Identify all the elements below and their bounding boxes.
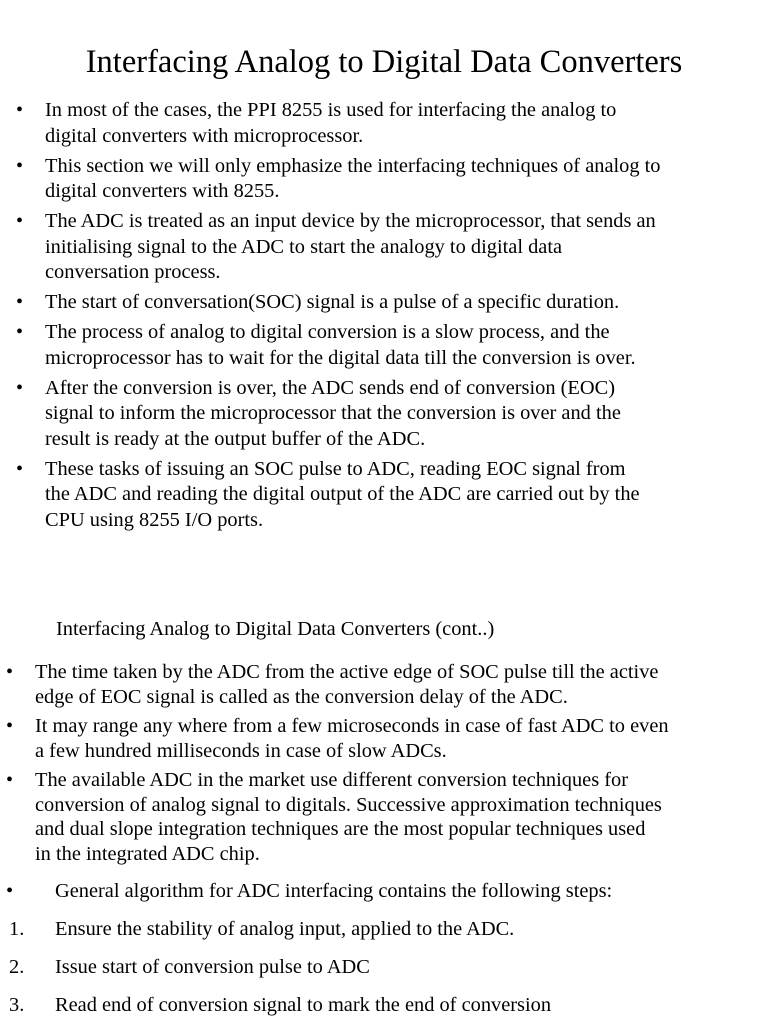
bullet-icon: • <box>16 321 24 343</box>
bullet-text-line: These tasks of issuing an SOC pulse to ADC, reading EOC signal from <box>45 457 626 480</box>
bullet-text-line: signal to inform the microprocessor that the conversion is over and the <box>45 402 621 424</box>
bullet-icon: • <box>6 715 14 737</box>
bullet-icon: • <box>16 154 24 177</box>
bullet-icon: • <box>16 99 24 121</box>
bullet-icon: • <box>16 210 24 232</box>
bullet-text-line: conversion of analog signal to digitals. Successive approximation techniques <box>35 793 662 816</box>
bullet-text-line: the ADC and reading the digital output of the ADC are carried out by the <box>45 483 640 505</box>
bullet-icon: • <box>6 661 14 683</box>
bullet-icon: • <box>16 291 24 313</box>
algorithm-steps-list <box>9 916 551 1030</box>
bullet-item <box>6 768 768 866</box>
bullet-text-line: digital converters with 8255. <box>45 180 280 202</box>
algorithm-intro-text: General algorithm for ADC interfacing contains the following steps: <box>55 880 613 902</box>
algorithm-step <box>9 916 551 954</box>
bullet-icon: • <box>16 376 24 399</box>
bullet-item <box>16 457 766 534</box>
bullet-icon: • <box>6 769 14 791</box>
step-text: Ensure the stability of analog input, applied to the ADC. <box>55 918 515 940</box>
bullet-text-line: The start of conversation(SOC) signal is a pulse of a specific duration. <box>45 291 620 313</box>
bullet-item <box>16 320 766 371</box>
bullet-text-line: and dual slope integration techniques are the most popular techniques used <box>35 818 646 840</box>
bullet-item <box>6 660 768 709</box>
bullet-text-line: In most of the cases, the PPI 8255 is used for interfacing the analog to <box>45 99 617 121</box>
slide-1-title: Interfacing Analog to Digital Data Converters <box>85 44 683 80</box>
algorithm-step <box>9 954 551 992</box>
bullet-text-line: digital converters with microprocessor. <box>45 124 364 147</box>
bullet-text-line: edge of EOC signal is called as the conversion delay of the ADC. <box>35 685 568 708</box>
step-text: Read end of conversion signal to mark the end of conversion <box>55 994 552 1016</box>
step-number: 2. <box>9 956 25 978</box>
bullet-text-line: initialising signal to the ADC to start the analogy to digital data <box>45 235 563 258</box>
bullet-item <box>16 98 766 149</box>
bullet-text-line: The process of analog to digital conversion is a slow process, and the <box>45 321 610 343</box>
bullet-text-line: This section we will only emphasize the interfacing techniques of analog to <box>45 154 661 177</box>
bullet-item <box>6 714 768 763</box>
bullet-item <box>16 209 766 286</box>
bullet-item <box>16 376 766 453</box>
bullet-text-line: The available ADC in the market use different conversion techniques for <box>35 769 629 791</box>
bullet-text-line: conversation process. <box>45 261 221 283</box>
bullet-text-line: microprocessor has to wait for the digital data till the conversion is over. <box>45 346 636 369</box>
slide-1-bullet-list <box>16 98 766 538</box>
bullet-item <box>16 154 766 205</box>
step-text: Issue start of conversion pulse to ADC <box>55 956 370 978</box>
bullet-text-line: It may range any where from a few microseconds in case of fast ADC to even <box>35 715 669 737</box>
bullet-text-line: After the conversion is over, the ADC sends end of conversion (EOC) <box>45 376 615 399</box>
bullet-icon: • <box>6 880 14 902</box>
bullet-item <box>16 290 766 316</box>
algorithm-step <box>9 992 551 1030</box>
bullet-text-line: in the integrated ADC chip. <box>35 842 260 865</box>
algorithm-intro <box>6 878 612 904</box>
slide-2-bullet-list <box>6 660 768 871</box>
bullet-icon: • <box>16 457 24 480</box>
bullet-text-line: CPU using 8255 I/O ports. <box>45 508 264 531</box>
bullet-text-line: result is ready at the output buffer of the ADC. <box>45 427 426 450</box>
step-number: 3. <box>9 994 25 1016</box>
bullet-text-line: The ADC is treated as an input device by the microprocessor, that sends an <box>45 210 656 232</box>
bullet-text-line: a few hundred milliseconds in case of slow ADCs. <box>35 739 447 762</box>
step-number: 1. <box>9 918 25 940</box>
slide-2-title: Interfacing Analog to Digital Data Converters (cont..) <box>56 618 495 640</box>
bullet-text-line: The time taken by the ADC from the active edge of SOC pulse till the active <box>35 661 659 683</box>
